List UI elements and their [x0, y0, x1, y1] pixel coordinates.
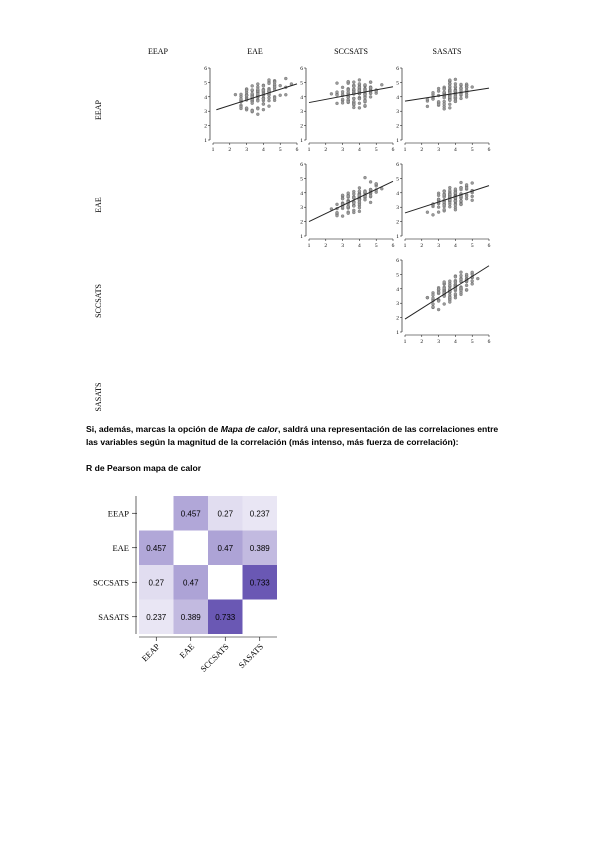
scatter-point — [341, 101, 344, 104]
scatter-point — [364, 190, 367, 193]
scatter-point — [268, 78, 271, 81]
y-tick-label: 5 — [300, 176, 303, 183]
trend-line — [405, 88, 489, 101]
scatter-point — [358, 206, 361, 209]
heatmap-col-label: SASATS — [236, 641, 266, 671]
scatter-point — [358, 194, 361, 197]
x-tick-label: 6 — [391, 243, 395, 249]
scatter-point — [454, 82, 457, 85]
x-tick-label: 6 — [487, 243, 491, 249]
scatter-point — [358, 89, 361, 92]
scatter-point — [262, 89, 265, 92]
scatter-point — [460, 89, 463, 92]
scatter-point — [268, 96, 271, 99]
scatter-point — [426, 296, 429, 299]
scatter-point — [454, 100, 457, 103]
x-tick-label: 6 — [487, 339, 491, 345]
y-tick-label: 3 — [300, 109, 303, 116]
scatter-point — [284, 77, 287, 80]
y-tick-label: 1 — [204, 138, 207, 144]
scatter-point — [460, 203, 463, 206]
column-header: SASATS — [432, 47, 462, 56]
scatter-point — [352, 196, 355, 199]
scatter-point — [336, 94, 339, 97]
scatter-point — [443, 193, 446, 196]
scatter-point — [448, 193, 451, 196]
y-tick-label: 3 — [300, 205, 303, 212]
scatter-point — [352, 201, 355, 204]
scatter-point — [336, 102, 339, 105]
heatmap-row-label: EAE — [112, 542, 129, 553]
scatter-point — [460, 274, 463, 277]
y-tick-label: 1 — [396, 138, 399, 144]
x-tick-label: 2 — [420, 147, 424, 153]
scatter-point — [358, 106, 361, 109]
scatter-point — [375, 182, 378, 185]
scatter-point — [448, 95, 451, 98]
y-tick-label: 4 — [300, 190, 303, 197]
scatter-point — [443, 190, 446, 193]
scatter-point — [448, 82, 451, 85]
x-tick-label: 3 — [341, 243, 344, 249]
scatter-point — [380, 83, 383, 86]
scatter-point — [262, 103, 265, 106]
trend-line — [309, 87, 393, 103]
scatter-panel — [300, 162, 394, 249]
scatter-point — [284, 93, 287, 96]
scatter-point — [443, 88, 446, 91]
scatter-point — [437, 198, 440, 201]
heatmap-cell-value: 0.733 — [215, 612, 236, 622]
scatter-point — [369, 95, 372, 98]
scatter-point — [460, 83, 463, 86]
y-tick-label: 1 — [300, 234, 303, 240]
scatter-point — [465, 195, 468, 198]
y-tick-label: 3 — [204, 109, 207, 116]
scatter-point — [268, 99, 271, 102]
row-header: EEAP — [94, 100, 103, 120]
scatter-point — [240, 107, 243, 110]
heatmap-col-label: EAE — [177, 641, 197, 661]
trend-line — [405, 266, 489, 319]
scatter-point — [341, 90, 344, 93]
scatter-point — [369, 194, 372, 197]
scatter-point — [262, 85, 265, 88]
y-tick-label: 5 — [300, 80, 303, 87]
x-tick-label: 1 — [211, 147, 215, 153]
scatter-point — [251, 88, 254, 91]
scatter-point — [358, 86, 361, 89]
scatter-point — [358, 186, 361, 189]
scatter-point — [448, 189, 451, 192]
scatter-point — [268, 105, 271, 108]
y-tick-label: 5 — [396, 80, 399, 87]
x-tick-label: 6 — [295, 147, 299, 153]
x-tick-label: 5 — [470, 339, 474, 345]
paragraph-emphasis: Mapa de calor — [220, 424, 279, 434]
scatter-point — [273, 83, 276, 86]
scatter-point — [437, 194, 440, 197]
scatter-point — [443, 287, 446, 290]
x-tick-label: 4 — [454, 339, 457, 345]
scatter-point — [352, 190, 355, 193]
y-tick-label: 6 — [204, 66, 207, 72]
row-header: SCCSATS — [94, 284, 103, 318]
scatter-point — [352, 211, 355, 214]
scatter-point — [352, 88, 355, 91]
scatter-point — [432, 294, 435, 297]
scatter-point — [256, 83, 259, 86]
scatter-point — [443, 208, 446, 211]
scatter-point — [448, 296, 451, 299]
y-tick-label: 2 — [396, 219, 399, 226]
scatter-point — [448, 301, 451, 304]
scatter-point — [471, 280, 474, 283]
x-tick-label: 3 — [341, 147, 344, 153]
x-tick-label: 5 — [470, 147, 474, 153]
scatter-point — [443, 102, 446, 105]
x-tick-label: 5 — [374, 243, 378, 249]
trend-line — [309, 181, 393, 221]
scatter-point — [448, 106, 451, 109]
scatter-point — [448, 205, 451, 208]
scatter-point — [336, 211, 339, 214]
scatter-point — [341, 197, 344, 200]
scatter-point — [352, 81, 355, 84]
scatter-point — [364, 104, 367, 107]
x-tick-label: 4 — [358, 147, 361, 153]
y-tick-label: 6 — [300, 162, 303, 168]
heatmap-cell-value: 0.457 — [180, 509, 201, 519]
y-tick-label: 4 — [396, 190, 399, 197]
scatter-point — [336, 203, 339, 206]
scatter-point — [454, 275, 457, 278]
scatter-point — [471, 199, 474, 202]
scatter-point — [352, 97, 355, 100]
scatter-panel — [396, 162, 490, 249]
y-tick-label: 4 — [300, 94, 303, 101]
x-tick-label: 2 — [324, 243, 328, 249]
trend-line — [405, 186, 489, 213]
scatter-point — [454, 203, 457, 206]
scatter-point — [347, 192, 350, 195]
scatter-point — [358, 97, 361, 100]
scatter-point — [352, 106, 355, 109]
scatter-point — [448, 99, 451, 102]
scatter-point — [369, 180, 372, 183]
scatter-point — [256, 113, 259, 116]
y-tick-label: 4 — [204, 94, 207, 101]
scatter-point — [369, 86, 372, 89]
scatter-point — [443, 303, 446, 306]
scatter-point — [448, 280, 451, 283]
scatter-point — [347, 96, 350, 99]
explanatory-paragraph — [86, 423, 506, 449]
x-tick-label: 3 — [437, 339, 440, 345]
scatter-point — [454, 188, 457, 191]
x-tick-label: 1 — [403, 243, 407, 249]
x-tick-label: 1 — [307, 243, 311, 249]
y-tick-label: 5 — [396, 176, 399, 183]
scatter-point — [454, 191, 457, 194]
heatmap-cell-value: 0.237 — [249, 509, 270, 519]
heatmap-cell-value: 0.457 — [146, 543, 167, 553]
scatter-panel — [204, 66, 298, 153]
scatter-matrix — [0, 0, 600, 420]
x-tick-label: 4 — [454, 243, 457, 249]
scatter-point — [240, 93, 243, 96]
scatter-point — [443, 203, 446, 206]
x-tick-label: 1 — [307, 147, 311, 153]
scatter-point — [336, 214, 339, 217]
scatter-point — [465, 288, 468, 291]
scatter-point — [279, 94, 282, 97]
y-tick-label: 6 — [396, 258, 399, 264]
scatter-point — [336, 82, 339, 85]
scatter-point — [471, 282, 474, 285]
column-header: EAE — [247, 47, 263, 56]
x-tick-label: 4 — [454, 147, 457, 153]
scatter-point — [347, 212, 350, 215]
scatter-panel — [396, 258, 490, 345]
scatter-point — [341, 98, 344, 101]
scatter-point — [448, 103, 451, 106]
y-tick-label: 1 — [300, 138, 303, 144]
row-header: EAE — [94, 197, 103, 213]
x-tick-label: 1 — [403, 339, 407, 345]
scatter-point — [262, 97, 265, 100]
scatter-point — [460, 278, 463, 281]
heatmap-cell-value: 0.27 — [148, 578, 165, 588]
scatter-point — [245, 89, 248, 92]
scatter-point — [471, 195, 474, 198]
x-tick-label: 2 — [324, 147, 328, 153]
scatter-point — [234, 93, 237, 96]
scatter-point — [460, 271, 463, 274]
scatter-point — [364, 93, 367, 96]
scatter-point — [251, 109, 254, 112]
y-tick-label: 3 — [396, 301, 399, 308]
scatter-point — [432, 91, 435, 94]
scatter-point — [352, 85, 355, 88]
x-tick-label: 1 — [403, 147, 407, 153]
scatter-point — [443, 280, 446, 283]
x-tick-label: 4 — [262, 147, 265, 153]
scatter-point — [251, 102, 254, 105]
scatter-point — [443, 91, 446, 94]
y-tick-label: 2 — [300, 123, 303, 130]
scatter-point — [465, 187, 468, 190]
x-tick-label: 6 — [487, 147, 491, 153]
scatter-point — [437, 206, 440, 209]
scatter-point — [352, 204, 355, 207]
y-tick-label: 6 — [396, 66, 399, 72]
scatter-point — [358, 210, 361, 213]
scatter-point — [448, 79, 451, 82]
scatter-point — [454, 85, 457, 88]
paragraph-part-2: , saldrá una representación de las correlaciones entre las variables según la magnitud de la correlación (más intenso, más fuerza de correlación): — [86, 424, 499, 447]
scatter-point — [347, 195, 350, 198]
scatter-point — [460, 181, 463, 184]
scatter-point — [426, 211, 429, 214]
scatter-panel — [396, 66, 490, 153]
y-tick-label: 6 — [396, 162, 399, 168]
scatter-point — [454, 199, 457, 202]
scatter-point — [245, 94, 248, 97]
scatter-point — [256, 88, 259, 91]
scatter-point — [426, 105, 429, 108]
heatmap-cell-value: 0.47 — [217, 543, 234, 553]
heatmap-title: R de Pearson mapa de calor — [86, 463, 202, 473]
scatter-point — [432, 213, 435, 216]
scatter-point — [352, 100, 355, 103]
x-tick-label: 5 — [470, 243, 474, 249]
scatter-point — [437, 90, 440, 93]
y-tick-label: 3 — [396, 109, 399, 116]
scatter-point — [465, 93, 468, 96]
x-tick-label: 4 — [358, 243, 361, 249]
heatmap-cell-value: 0.389 — [180, 612, 201, 622]
x-tick-label: 5 — [278, 147, 282, 153]
scatter-point — [347, 80, 350, 83]
scatter-point — [341, 194, 344, 197]
y-tick-label: 5 — [396, 272, 399, 279]
scatter-point — [352, 103, 355, 106]
correlation-heatmap — [0, 480, 600, 720]
scatter-point — [273, 97, 276, 100]
scatter-point — [364, 99, 367, 102]
scatter-point — [460, 199, 463, 202]
scatter-point — [476, 277, 479, 280]
scatter-point — [465, 86, 468, 89]
scatter-point — [437, 100, 440, 103]
y-tick-label: 3 — [396, 205, 399, 212]
scatter-point — [471, 86, 474, 89]
scatter-point — [256, 99, 259, 102]
scatter-point — [347, 100, 350, 103]
scatter-point — [262, 108, 265, 111]
scatter-point — [465, 284, 468, 287]
scatter-point — [256, 107, 259, 110]
scatter-point — [471, 271, 474, 274]
heatmap-col-label: EEAP — [139, 641, 162, 664]
y-tick-label: 4 — [396, 286, 399, 293]
scatter-panel — [300, 66, 394, 153]
scatter-point — [454, 95, 457, 98]
scatter-point — [454, 292, 457, 295]
scatter-point — [364, 176, 367, 179]
scatter-point — [347, 91, 350, 94]
paragraph-part-1: Si, además, marcas la opción de — [86, 424, 221, 434]
scatter-point — [460, 289, 463, 292]
heatmap-cell-value: 0.733 — [249, 578, 270, 588]
scatter-point — [437, 288, 440, 291]
scatter-point — [240, 98, 243, 101]
scatter-point — [460, 97, 463, 100]
scatter-point — [358, 201, 361, 204]
scatter-point — [341, 215, 344, 218]
scatter-point — [432, 305, 435, 308]
heatmap-cell-value: 0.237 — [146, 612, 167, 622]
y-tick-label: 2 — [396, 123, 399, 130]
scatter-point — [251, 92, 254, 95]
scatter-point — [336, 91, 339, 94]
scatter-point — [245, 107, 248, 110]
scatter-point — [454, 208, 457, 211]
scatter-point — [369, 188, 372, 191]
y-tick-label: 4 — [396, 94, 399, 101]
scatter-point — [279, 84, 282, 87]
scatter-point — [358, 190, 361, 193]
scatter-point — [347, 205, 350, 208]
x-tick-label: 3 — [245, 147, 248, 153]
x-tick-label: 3 — [437, 243, 440, 249]
x-tick-label: 2 — [420, 243, 424, 249]
scatter-point — [426, 98, 429, 101]
scatter-point — [432, 297, 435, 300]
scatter-point — [369, 201, 372, 204]
heatmap-row-label: EEAP — [107, 508, 129, 519]
column-header: EEAP — [148, 47, 168, 56]
scatter-point — [358, 82, 361, 85]
scatter-point — [432, 303, 435, 306]
scatter-point — [341, 86, 344, 89]
y-tick-label: 5 — [204, 80, 207, 87]
scatter-point — [460, 186, 463, 189]
y-tick-label: 2 — [396, 315, 399, 322]
scatter-point — [364, 83, 367, 86]
column-header: SCCSATS — [334, 47, 368, 56]
y-tick-label: 6 — [300, 66, 303, 72]
heatmap-row-label: SASATS — [98, 611, 129, 622]
heatmap-cell-value: 0.47 — [182, 578, 199, 588]
scatter-point — [465, 273, 468, 276]
scatter-point — [358, 102, 361, 105]
scatter-point — [437, 308, 440, 311]
scatter-point — [454, 78, 457, 81]
scatter-point — [369, 81, 372, 84]
x-tick-label: 2 — [420, 339, 424, 345]
y-tick-label: 2 — [204, 123, 207, 130]
scatter-point — [268, 82, 271, 85]
x-tick-label: 2 — [228, 147, 232, 153]
y-tick-label: 1 — [396, 234, 399, 240]
row-header: SASATS — [94, 382, 103, 412]
heatmap-col-label: SCCSATS — [198, 641, 231, 674]
scatter-point — [330, 92, 333, 95]
scatter-point — [437, 211, 440, 214]
y-tick-label: 1 — [396, 330, 399, 336]
y-tick-label: 2 — [300, 219, 303, 226]
x-tick-label: 3 — [437, 147, 440, 153]
scatter-point — [358, 78, 361, 81]
scatter-point — [251, 84, 254, 87]
heatmap-cell-value: 0.389 — [249, 543, 270, 553]
heatmap-row-label: SCCSATS — [93, 577, 129, 588]
scatter-point — [465, 183, 468, 186]
scatter-point — [437, 300, 440, 303]
heatmap-cell-value: 0.27 — [217, 509, 234, 519]
scatter-point — [471, 182, 474, 185]
x-tick-label: 5 — [374, 147, 378, 153]
x-tick-label: 6 — [391, 147, 395, 153]
